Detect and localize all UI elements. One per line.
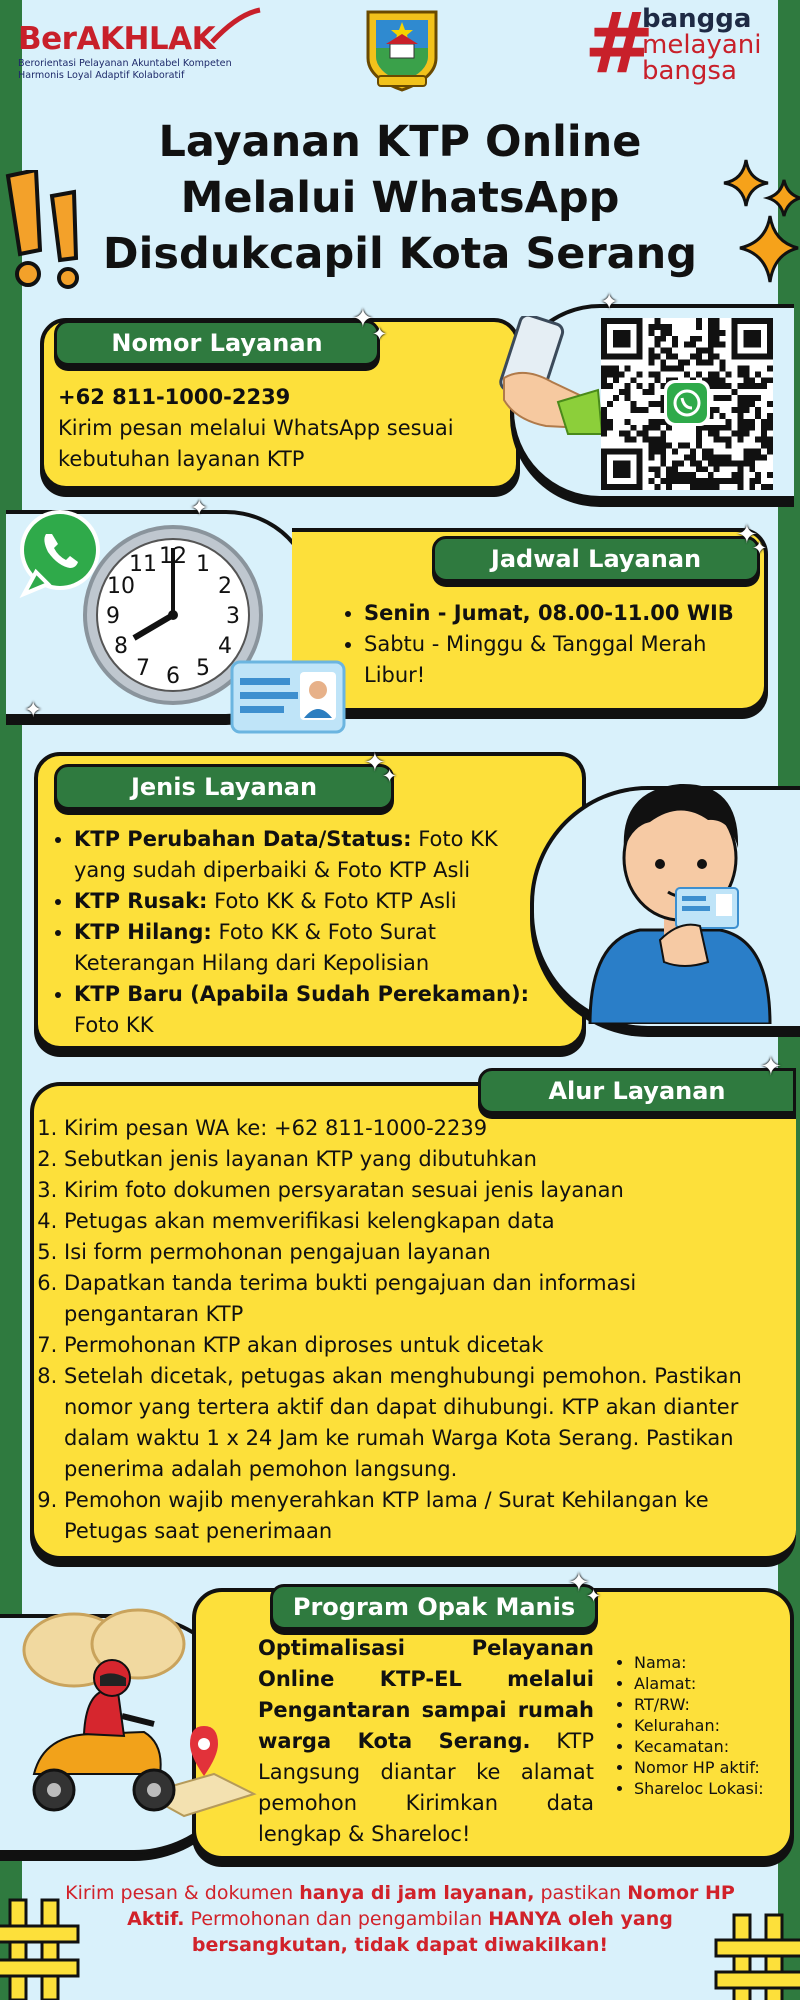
jenis-item: • KTP Hilang: Foto KK & Foto Surat Keterangan Hilang dari Kepolisian [74,917,548,979]
campaign-line-3: bangsa [642,56,737,86]
form-field-label: • Alamat: [634,1673,784,1694]
phone-number[interactable]: +62 811-1000-2239 [58,385,291,409]
title-line-3: Disdukcapil Kota Serang [102,229,698,279]
sparkle-icon: ✦ [352,304,374,334]
alur-layanan-heading: Alur Layanan [478,1068,796,1114]
jenis-item: • KTP Rusak: Foto KK & Foto KTP Asli [74,886,548,917]
clock-numeral: 7 [136,655,150,681]
clock-numeral: 6 [166,664,180,689]
jadwal-item: • Senin - Jumat, 08.00-11.00 WIB [364,598,748,629]
jadwal-item: • Sabtu - Minggu & Tanggal Merah Libur! [364,629,748,691]
sparkle-icon: ✦ [586,1586,602,1607]
sparkle-icon: ✦ [760,1052,782,1082]
alur-step: 9. Pemohon wajib menyerahkan KTP lama / Surat Kehilangan ke Petugas saat penerimaan [64,1485,760,1547]
clock-numeral: 12 [159,544,187,569]
clock-numeral: 4 [217,634,232,659]
title-line-1: Layanan KTP Online [158,117,642,167]
nomor-layanan-content [58,382,504,475]
nomor-layanan-desc: Kirim pesan melalui WhatsApp sesuai kebutuhan layanan KTP [58,416,454,471]
alur-step: 8. Setelah dicetak, petugas akan menghubungi pemohon. Pastikan nomor yang tertera aktif dan dapat dihubungi. KTP akan dianter dalam waktu 1 x 24 Jam ke rumah Warga Kota Serang. Pastikan penerima adalah pemohon langsung. [64,1361,760,1485]
alur-step: 6. Dapatkan tanda terima bukti pengajuan dan informasi pengantaran KTP [64,1268,760,1330]
clock-numeral: 10 [107,574,136,599]
berakhlak-logo [18,22,248,92]
hash-symbol: # [584,0,655,92]
alur-steps [30,1113,760,1547]
sparkle-icon: ✦ [382,766,398,787]
footer-notice: Kirim pesan & dokumen hanya di jam layanan, pastikan Nomor HP Aktif. Permohonan dan pengambilan HANYA oleh yang bersangkutan, tidak dapat diwakilkan! [65,1882,735,1956]
form-field-label: • Kelurahan: [634,1715,784,1736]
alur-step: 5. Isi form permohonan pengajuan layanan [64,1237,760,1268]
form-field-label: • Nomor HP aktif: [634,1757,784,1778]
alur-step: 1. Kirim pesan WA ke: +62 811-1000-2239 [64,1113,760,1144]
title-line-2: Melalui WhatsApp [180,173,620,223]
clock-numeral: 8 [114,634,129,659]
alur-step: 2. Sebutkan jenis layanan KTP yang dibutuhkan [64,1144,760,1175]
berakhlak-title: BerAKHLAK [18,21,216,57]
clock-numeral: 5 [196,655,210,681]
jadwal-layanan-heading: Jadwal Layanan [432,536,760,582]
hand-phone-icon [494,316,604,436]
star-sparkle-icon [718,150,800,290]
nomor-layanan-heading: Nomor Layanan [54,320,380,366]
alur-step: 3. Kirim foto dokumen persyaratan sesuai jenis layanan [64,1175,760,1206]
clock-numeral: 3 [226,604,240,629]
opak-manis-heading: Program Opak Manis [270,1584,598,1630]
sparkle-icon: ✦ [372,324,388,345]
opak-manis-desc: Optimalisasi Pelayanan Online KTP-EL melalui Pengantaran sampai rumah warga Kota Serang. KTP Langsung diantar ke alamat pemohon Kirimkan data lengkap & Shareloc! [258,1636,594,1846]
alur-step: 4. Petugas akan memverifikasi kelengkapan data [64,1206,760,1237]
form-field-label: • Shareloc Lokasi: [634,1778,784,1799]
whatsapp-icon [664,380,710,426]
campaign-line-2: melayani [642,30,762,60]
sparkle-icon: ✦ [190,496,209,521]
alur-step: 7. Permohonan KTP akan diproses untuk dicetak [64,1330,760,1361]
opak-manis-fields [614,1652,784,1799]
clock-numeral: 11 [129,552,157,578]
jenis-item: • KTP Perubahan Data/Status: Foto KK yang sudah diperbaiki & Foto KTP Asli [74,824,548,886]
id-card-icon [230,660,346,734]
clock-numeral: 2 [217,574,232,599]
form-field-label: • Nama: [634,1652,784,1673]
sparkle-icon: ✦ [364,748,386,778]
jadwal-list [334,598,748,691]
qr-code-icon[interactable] [600,318,774,490]
page-title [100,114,700,282]
kota-serang-emblem [360,6,444,92]
clock-numeral: 9 [106,604,120,629]
sparkle-icon: ✦ [752,538,768,559]
jenis-item: • KTP Baru (Apabila Sudah Perekaman): Foto KK [74,979,548,1041]
swoosh-icon [208,6,264,46]
sparkle-icon: ✦ [568,1568,590,1598]
jenis-layanan-list [44,824,548,1041]
clock-numeral: 1 [196,552,210,578]
berakhlak-subtitle-line1: Berorientasi Pelayanan Akuntabel Kompeten [18,58,232,69]
sparkle-icon: ✦ [600,290,619,315]
jenis-layanan-heading: Jenis Layanan [54,764,394,810]
berakhlak-subtitle-line2: Harmonis Loyal Adaptif Kolaboratif [18,70,185,81]
man-holding-id-illustration [580,740,780,1024]
form-field-label: • RT/RW: [634,1694,784,1715]
delivery-scooter-illustration [14,1604,274,1834]
sparkle-icon: ✦ [24,698,43,723]
campaign-line-1: bangga [642,4,752,34]
bangga-melayani-bangsa-logo [584,0,774,92]
form-field-label: • Kecamatan: [634,1736,784,1757]
exclamation-icon [0,170,100,290]
sparkle-icon: ✦ [736,520,758,550]
